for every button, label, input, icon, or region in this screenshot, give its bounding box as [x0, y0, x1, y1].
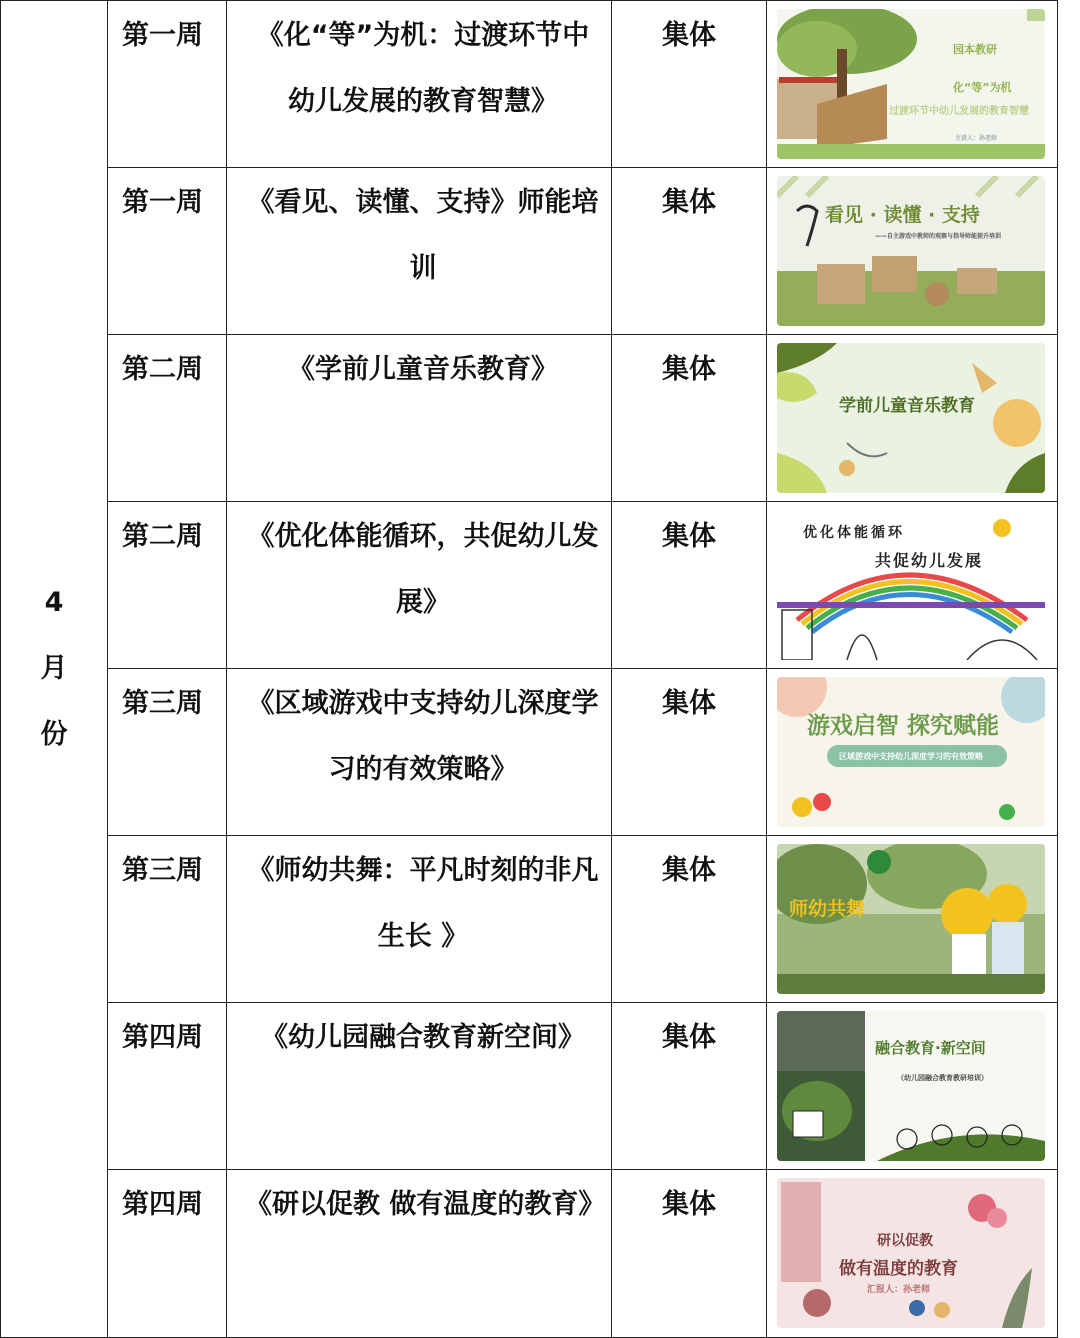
table-row: [1, 1, 1058, 168]
table-row: [1, 168, 1058, 335]
thumb-2-line1: 看见 · 读懂 · 支持: [825, 204, 980, 226]
slide-thumbnail-3: [777, 343, 1045, 493]
format-label: 集体: [662, 20, 716, 51]
training-title: 《区域游戏中支持幼儿深度学习的有效策略》: [247, 688, 599, 785]
training-title: 《幼儿园融合教育新空间》: [261, 1022, 585, 1053]
thumb-6-line1: 师幼共舞: [789, 898, 866, 920]
format-label: 集体: [662, 855, 716, 886]
format-label: 集体: [662, 688, 716, 719]
thumb-4-line2: 共促幼儿发展: [875, 551, 984, 570]
week-label: 第二周: [122, 521, 203, 552]
table-row: [1, 502, 1058, 669]
format-label: 集体: [662, 521, 716, 552]
format-label: 集体: [662, 187, 716, 218]
week-label: 第三周: [122, 855, 203, 886]
week-label: 第一周: [122, 20, 203, 51]
thumb-1-line4: 主讲人：孙老师: [955, 135, 998, 142]
thumb-8-line2: 做有温度的教育: [839, 1259, 958, 1279]
slide-thumbnail-7: [777, 1011, 1045, 1161]
thumb-3-line1: 学前儿童音乐教育: [839, 396, 975, 416]
thumb-8-line1: 研以促教: [877, 1233, 933, 1249]
thumb-1-line3: 过渡环节中幼儿发展的教育智慧: [889, 106, 1029, 117]
month-char: 月: [40, 653, 68, 684]
month-cell: [1, 1, 108, 1338]
thumb-1-line1: 园本教研: [953, 43, 997, 56]
thumb-5-line2: 区域游戏中支持幼儿深度学习的有效策略: [839, 752, 983, 761]
month-char-2: 份: [40, 719, 68, 750]
training-title: 《研以促教 做有温度的教育》: [245, 1189, 606, 1220]
training-title: 《学前儿童音乐教育》: [288, 354, 558, 385]
table-row: [1, 1003, 1058, 1170]
thumb-7-line2: （幼儿园融合教育教研培训）: [897, 1074, 988, 1082]
slide-thumbnail-1: [777, 9, 1045, 159]
week-label: 第四周: [122, 1022, 203, 1053]
training-title: 《师幼共舞：平凡时刻的非凡生长 》: [247, 855, 599, 952]
training-title: 《化“等”为机：过渡环节中幼儿发展的教育智慧》: [256, 20, 590, 117]
training-title: 《看见、读懂、支持》师能培训: [247, 187, 599, 284]
table-row: [1, 335, 1058, 502]
thumb-2-line2: ——自主游戏中教师的观察与指导师能提升培训: [875, 233, 1002, 240]
slide-thumbnail-2: [777, 176, 1045, 326]
week-label: 第三周: [122, 688, 203, 719]
thumb-8-line3: 汇报人：孙老师: [867, 1285, 931, 1295]
table-row: [1, 836, 1058, 1003]
thumb-5-line1: 游戏启智 探究赋能: [807, 713, 1000, 739]
week-label: 第一周: [122, 187, 203, 218]
thumb-4-line1: 优化体能循环: [803, 525, 905, 541]
table-row: [1, 1170, 1058, 1338]
week-label: 第二周: [122, 354, 203, 385]
thumb-1-line2: 化“等”为机: [953, 81, 1012, 94]
format-label: 集体: [662, 1189, 716, 1220]
slide-thumbnail-5: [777, 677, 1045, 827]
week-label: 第四周: [122, 1189, 203, 1220]
slide-thumbnail-6: [777, 844, 1045, 994]
training-title: 《优化体能循环，共促幼儿发展》: [247, 521, 599, 618]
slide-thumbnail-4: [777, 510, 1045, 660]
month-digit: 4: [44, 587, 64, 618]
slide-thumbnail-8: [777, 1178, 1045, 1328]
thumb-7-line1: 融合教育·新空间: [875, 1039, 986, 1057]
format-label: 集体: [662, 1022, 716, 1053]
table-row: [1, 669, 1058, 836]
format-label: 集体: [662, 354, 716, 385]
